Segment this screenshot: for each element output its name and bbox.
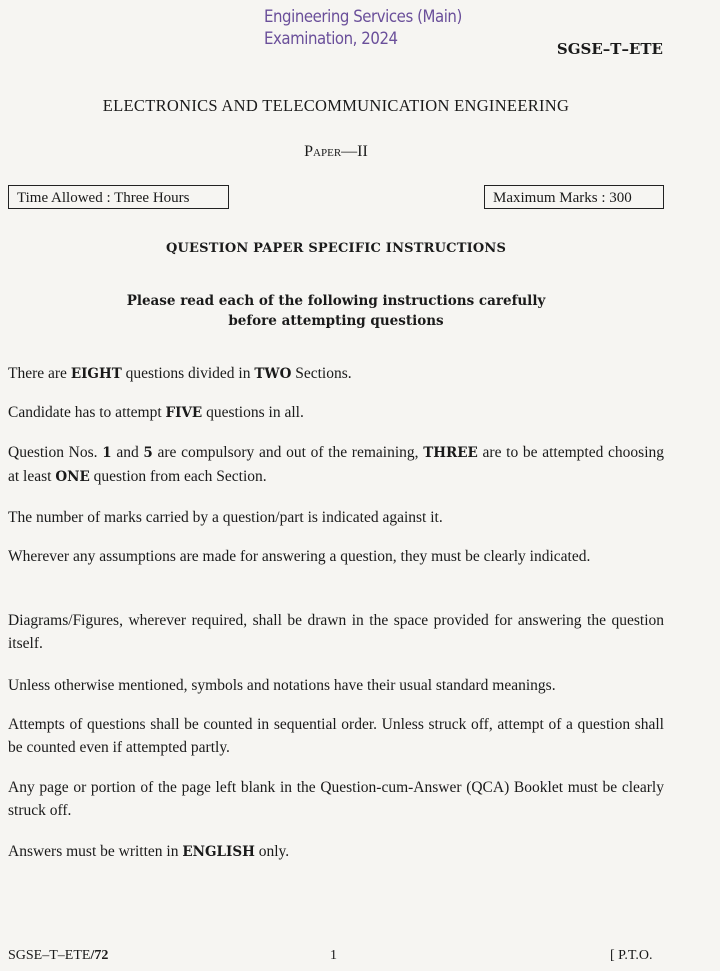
instruction-item: There are EIGHT questions divided in TWO Sections. [8,365,352,382]
instruction-item: Wherever any assumptions are made for answering a question, they must be clearly indicated. [8,548,591,565]
instruction-item: Answers must be written in ENGLISH only. [8,843,290,860]
instruction-item: Attempts of questions shall be counted in sequential order. Unless struck off, attempt of a question shall be counted even if attempted partly. [8,716,664,756]
footer-code: SGSE–T–ETE/72 [8,948,109,963]
instruction-item: Unless otherwise mentioned, symbols and notations have their usual standard meanings. [8,677,556,694]
paper-code: SGSE–T–ETE [556,40,663,58]
instructions-subheading [0,291,672,331]
stamp-line-1: Engineering Services (Main) [264,7,462,27]
subheading-line-2: before attempting questions [228,313,444,329]
instructions-heading: QUESTION PAPER SPECIFIC INSTRUCTIONS [165,241,507,256]
time-allowed-box: Time Allowed : Three Hours [8,185,229,209]
instruction-item: Candidate has to attempt FIVE questions in all. [8,404,304,421]
instruction-item: Question Nos. 1 and 5 are compulsory and out of the remaining, THREE are to be attempted choosing at least ONE question from each Section. [8,444,665,485]
instruction-item: Diagrams/Figures, wherever required, shall be drawn in the space provided for answering the question itself. [8,612,664,652]
exam-stamp [264,6,462,50]
stamp-line-2: Examination, 2024 [264,29,398,49]
pto-marker: [ P.T.O. [610,948,653,963]
paper-number: Paper—II [304,143,368,160]
subject-title: ELECTRONICS AND TELECOMMUNICATION ENGINEERING [102,96,570,115]
instruction-item: The number of marks carried by a question/part is indicated against it. [8,509,443,526]
instruction-item: Any page or portion of the page left blank in the Question-cum-Answer (QCA) Booklet must be clearly struck off. [8,779,664,819]
page-number: 1 [330,948,337,963]
subheading-line-1: Please read each of the following instructions carefully [126,293,546,309]
maximum-marks-box: Maximum Marks : 300 [484,185,664,209]
